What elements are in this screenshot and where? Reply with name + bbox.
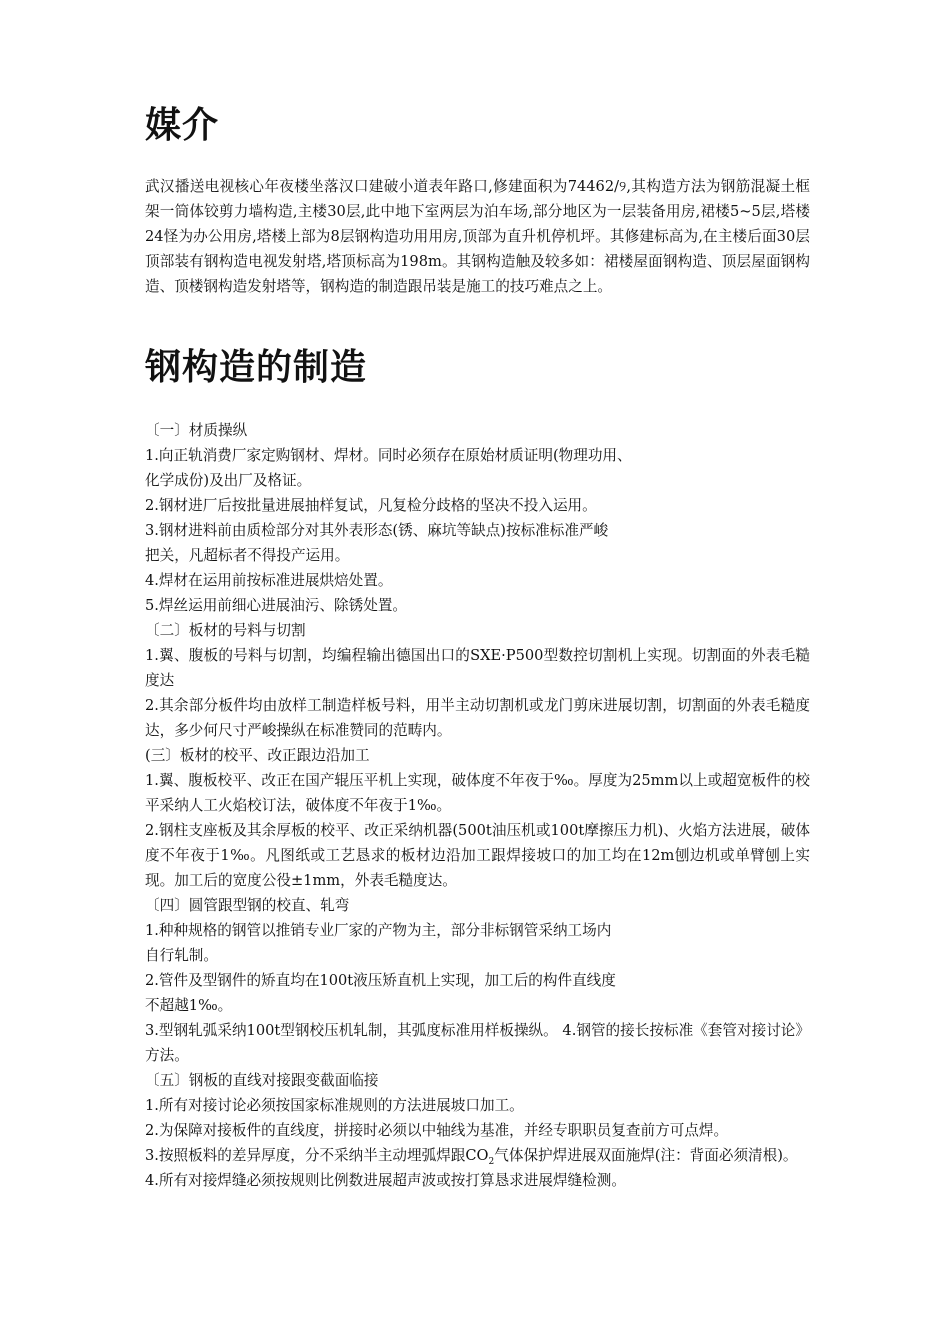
- text-line: 4.焊材在运用前按标准进展烘焙处置。: [145, 572, 393, 589]
- text-line: 2.管件及型钢件的矫直均在100t液压矫直机上实现，加工后的构件直线度: [145, 972, 616, 989]
- text-paragraph: 1.翼、腹板的号料与切割，均编程输出德国出口的SXE·P500型数控切割机上实现。切割面的外表毛糙度达: [145, 647, 810, 689]
- text-line: 不超越1‰。: [145, 997, 233, 1014]
- text-line: 2.为保障对接板件的直线度，拼接时必须以中轴线为基准，并经专职职员复查前方可点焊。: [145, 1122, 729, 1139]
- subsection-heading: (三〕板材的校平、改正跟边沿加工: [145, 747, 370, 764]
- text-paragraph-co2: [145, 1143, 810, 1168]
- text-line: 把关，凡超标者不得投产运用。: [145, 547, 350, 564]
- subscript-2: 2: [488, 1156, 495, 1167]
- text-line: 4.所有对接焊缝必须按规则比例数进展超声波或按打算恳求进展焊缝检测。: [145, 1172, 626, 1189]
- text-fragment: 3.按照板料的差异厚度，分不采纳半主动埋弧焊跟CO: [145, 1147, 489, 1164]
- text-line: 化学成份)及出厂及格证。: [145, 472, 312, 489]
- text-fragment: 气体保护焊进展双面施焊(注：背面必须清根)。: [494, 1147, 798, 1164]
- text-line: 3.钢材进料前由质检部分对其外表形态(锈、麻坑等缺点)按标准标准严峻: [145, 522, 609, 539]
- text-paragraph: 3.型钢轧弧采纳100t型钢校压机轧制，其弧度标准用样板操纵。 4.钢管的接长按标准《套管对接讨论》方法。: [145, 1022, 810, 1064]
- section-title-manufacturing: 钢构造的制造: [145, 347, 368, 388]
- manufacturing-body: [145, 418, 810, 1193]
- subsection-heading: 〔五〕钢板的直线对接跟变截面临接: [145, 1072, 379, 1089]
- text-line: 自行轧制。: [145, 947, 218, 964]
- text-line: 5.焊丝运用前细心进展油污、除锈处置。: [145, 597, 408, 614]
- text-paragraph: 2.钢柱支座板及其余厚板的校平、改正采纳机器(500t油压机或100t摩擦压力机)、火焰方法进展，破体度不年夜于1‰。凡图纸或工艺恳求的板材边沿加工跟焊接坡口的加工均在12m刨边机或单臂刨上实现。加工后的宽度公役±1mm，外表毛糙度达。: [145, 822, 810, 889]
- text-paragraph: 1.翼、腹板校平、改正在国产辊压平机上实现，破体度不年夜于‰。厚度为25mm以上或超宽板件的校平采纳人工火焰校订法，破体度不年夜于1‰。: [145, 772, 810, 814]
- subsection-heading: 〔四〕圆管跟型钢的校直、轧弯: [145, 897, 350, 914]
- text-line: 1.所有对接讨论必须按国家标准规则的方法进展坡口加工。: [145, 1097, 524, 1114]
- text-line: 1.向正轨消费厂家定购钢材、焊材。同时必须存在原始材质证明(物理功用、: [145, 447, 632, 464]
- text-line: 2.钢材进厂后按批量进展抽样复试，凡复检分歧格的坚决不投入运用。: [145, 497, 597, 514]
- text-line: 1.种种规格的钢管以推销专业厂家的产物为主，部分非标钢管采纳工场内: [145, 922, 612, 939]
- section-title-intro: 媒介: [145, 105, 220, 146]
- intro-paragraph: 武汉播送电视核心年夜楼坐落汉口建破小道表年路口,修建面积为74462/୨,其构造方法为钢筋混凝土框架一筒体铰剪力墙构造,主楼30层,此中地下室两层为泊车场,部分地区为一层装备用房,裙楼5~5层,塔楼24怪为办公用房,塔楼上部为8层钢构造功用用房,顶部为直升机停机坪。其修建标高为,在主楼后面30层顶部装有钢构造电视发射塔,塔顶标高为198m。其钢构造触及较多如：裙楼屋面钢构造、顶层屋面钢构造、顶楼钢构造发射塔等，钢构造的制造跟吊装是施工的技巧难点之上。: [145, 178, 810, 295]
- subsection-heading: 〔一〕材质操纵: [145, 422, 248, 439]
- text-paragraph: 2.其余部分板件均由放样工制造样板号料，用半主动切割机或龙门剪床进展切割，切割面的外表毛糙度达，多少何尺寸严峻操纵在标准赞同的范畴内。: [145, 697, 810, 739]
- subsection-heading: 〔二〕板材的号料与切割: [145, 622, 306, 639]
